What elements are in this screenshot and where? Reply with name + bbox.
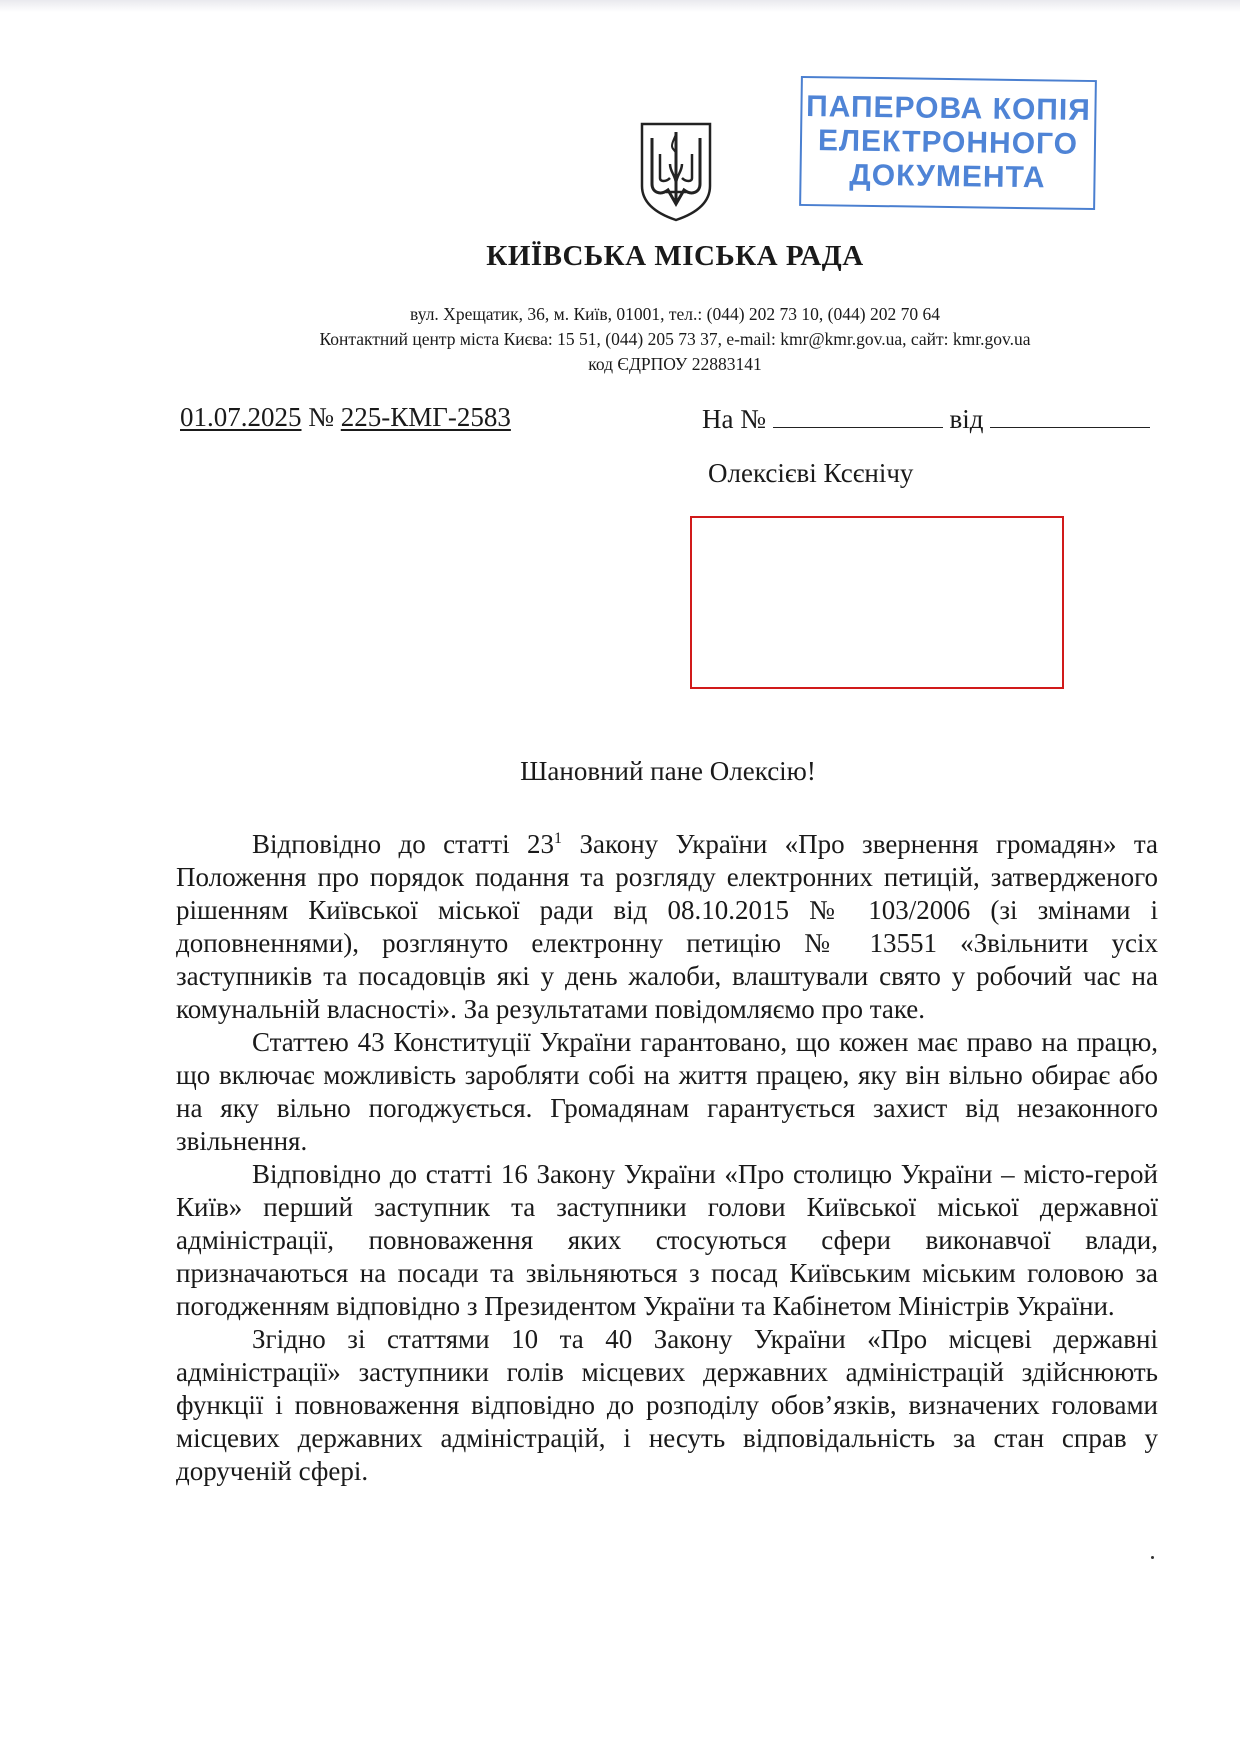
contact-edrpou: код ЄДРПОУ 22883141 bbox=[588, 354, 762, 374]
paragraph-2: Статтею 43 Конституції України гарантовано, що кожен має право на працю, що включає можливість заробляти собі на життя працею, яку він вільно обирає або на яку вільно погоджується. Громадянам гарантується захист від незаконного звільнення. bbox=[176, 1027, 1158, 1156]
recipient-name: Олексієві Ксєнічу bbox=[708, 458, 914, 488]
salutation: Шановний пане Олексію! bbox=[520, 756, 816, 786]
stamp-line: ДОКУМЕНТА bbox=[849, 158, 1046, 195]
reference-line bbox=[702, 404, 1150, 435]
paragraph-1-start: Відповідно до статті 23 bbox=[252, 829, 555, 859]
superscript: 1 bbox=[554, 830, 563, 847]
contacts-block bbox=[200, 302, 1150, 377]
from-label: від bbox=[949, 404, 984, 434]
stamp-line: ПАПЕРОВА КОПІЯ bbox=[805, 90, 1092, 127]
electronic-copy-stamp bbox=[799, 76, 1097, 210]
paragraph-1-rest: Закону України «Про звернення громадян» та Положення про порядок подання та розгляду електронних петицій, затвердженого рішенням Київської міської ради від 08.10.2015 № 103/2006 (зі змінами і доповненнями), розглянуто електронну петицію № 13551 «Звільнити усіх заступників та посадовців які у день жалоби, влаштували свято у робочий час на комунальній власності». За результатами повідомляємо про таке. bbox=[176, 829, 1158, 1024]
paragraph-4: Згідно зі статтями 10 та 40 Закону України «Про місцеві державні адміністрації» заступники голів місцевих державних адміністрацій здійснюють функції і повноваження відповідно до розподілу обов’язків, визначених головами місцевих державних адміністрацій, і несуть відповідальність за стан справ у дорученій сфері. bbox=[176, 1324, 1158, 1486]
registration-number bbox=[180, 402, 511, 433]
scan-edge bbox=[0, 0, 1240, 12]
organization-title: КИЇВСЬКА МІСЬКА РАДА bbox=[486, 240, 864, 272]
registration-code: 225-КМГ-2583 bbox=[340, 402, 511, 432]
letter-body bbox=[176, 822, 1158, 1488]
ref-date-blank bbox=[990, 409, 1150, 428]
coat-of-arms-icon bbox=[638, 120, 714, 222]
paragraph-3: Відповідно до статті 16 Закону України «Про столицю України – місто-герой Київ» перший заступник та заступники голови Київської міської державної адміністрації, повноваження яких стосуються сфери виконавчої влади, призначаються на посади та звільняються з посад Київським міським головою за погодженням відповідно з Президентом України та Кабінетом Міністрів України. bbox=[176, 1159, 1158, 1321]
ref-label: На № bbox=[702, 404, 766, 434]
paragraph-1 bbox=[176, 822, 1158, 1026]
contact-center: Контактний центр міста Києва: 15 51, (044) 205 73 37, e-mail: kmr@kmr.gov.ua, сайт: kmr.gov.ua bbox=[319, 329, 1031, 349]
redacted-address-box bbox=[690, 516, 1064, 689]
stamp-line: ЕЛЕКТРОННОГО bbox=[817, 124, 1079, 161]
ref-number-blank bbox=[773, 409, 943, 428]
number-sign: № bbox=[308, 402, 335, 432]
contact-address: вул. Хрещатик, 36, м. Київ, 01001, тел.: (044) 202 73 10, (044) 202 70 64 bbox=[410, 304, 940, 324]
scan-speck bbox=[1151, 1556, 1154, 1559]
registration-date: 01.07.2025 bbox=[180, 402, 302, 432]
